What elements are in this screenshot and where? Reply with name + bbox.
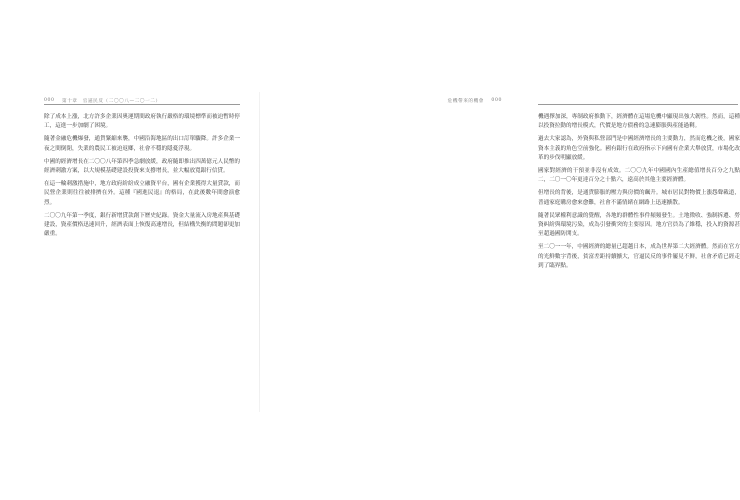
right-page-number: 000	[491, 98, 502, 103]
right-page	[260, 0, 740, 500]
paragraph: 過去大家認為，外資與私營部門是中國經濟增長的主要動力，然而危機之後，國家資本主義的角色空前強化。國有銀行在政府指示下向國有企業大舉放貸，市場化改革的步伐明顯放緩。	[538, 136, 740, 161]
paragraph: 在這一輪刺激措施中，地方政府紛紛成立融資平台，國有企業獲得大量貸款，而民營企業則往往被排擠在外。這種『國進民退』的格局，在此後數年間愈演愈烈。	[44, 181, 240, 206]
left-body-text	[44, 113, 240, 409]
left-running-head: 第十章 官逼民反（二〇〇八—二〇一二）	[62, 99, 161, 104]
left-header-rule	[44, 104, 240, 105]
paragraph: 但增長的背後，是通貨膨脹的壓力與房價的飆升。城市居民對物價上漲怨聲載道，普通家庭購房愈來愈難，社會不滿情緒在網路上迅速擴散。	[538, 190, 740, 206]
paragraph: 機遇擇加深，專制政府推動下，經濟體在這場危機中顯現出強大韌性。然而，這種以投資拉動的增長模式，代價是地方債務的急速膨脹與產能過剩。	[538, 114, 740, 130]
paragraph: 至二〇一一年，中國經濟的總量已超越日本，成為世界第二大經濟體。然而在官方的光鮮數字背後，貧富差距持續擴大，官逼民反的事件屢見不鮮，社會矛盾已經走到了臨界點。	[538, 244, 740, 269]
paragraph: 隨著民眾權利意識的覺醒，各地的群體性事件頻頻發生。土地徵收、強制拆遷、勞資糾紛與環境污染，成為引發衝突的主要原因。地方官員為了維穩，投入的資源甚至超過國防開支。	[538, 212, 740, 238]
paragraph: 二〇〇九年第一季度，銀行新增貸款創下歷史紀錄。資金大量流入房地產與基礎建設，資產價格迅速回升，經濟表面上恢復高速增長，但結構失衡的問題卻更加嚴重。	[44, 212, 240, 238]
left-page-number: 000	[44, 98, 55, 103]
paragraph: 中國的經濟增長在二〇〇八年第四季急劇放緩，政府隨即推出四萬億元人民幣的經濟刺激方案，以大規模基礎建設投資來支撐增長，並大幅放寬銀行信貸。	[44, 158, 240, 175]
right-running-head: 危機帶來的機會	[447, 99, 484, 104]
right-header-rule	[538, 104, 738, 105]
paragraph: 除了成本上漲，北方許多企業因奧運期間政府執行嚴格的環境標準而被迫暫時停工，這進一步加劇了困境。	[44, 114, 240, 130]
right-body-text	[538, 113, 740, 409]
paragraph: 國家對經濟的干預並非沒有成效。二〇〇九年中國國內生產總值增長百分之九點二，二〇一〇年更達百分之十點六，遠高於其他主要經濟體。	[538, 168, 740, 184]
left-page	[0, 0, 260, 500]
paragraph: 隨著金融危機爆發，通貨緊縮來襲，中國沿海地區的出口訂單驟降。許多企業一夜之間倒閉，失業的農民工被迫返鄉，社會不穩的隱憂浮現。	[44, 136, 240, 152]
